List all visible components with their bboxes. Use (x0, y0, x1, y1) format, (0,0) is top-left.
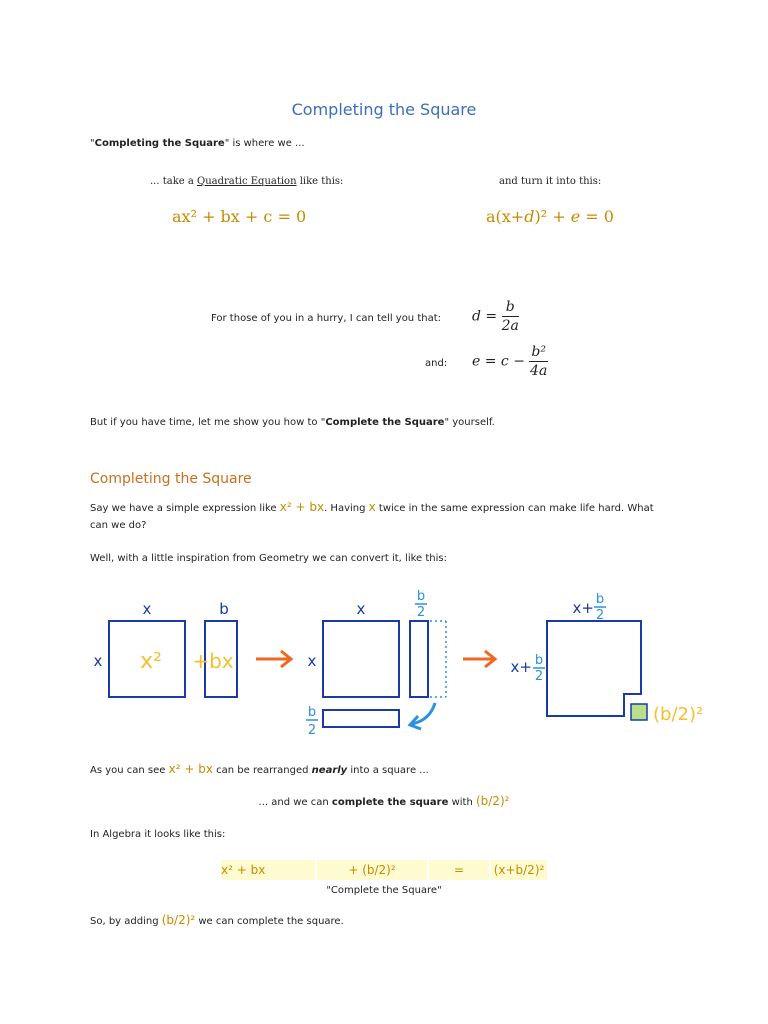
e-formula (472, 343, 548, 380)
say-line-2: can we do? (90, 520, 147, 531)
algebra-caption: "Complete the Square" (326, 885, 442, 896)
so-line (90, 913, 344, 927)
x-top-label: x (142, 600, 152, 618)
algebra-row (221, 860, 547, 880)
quadratic-equation-link[interactable]: Quadratic Equation (197, 176, 297, 187)
d-lhs: d = (472, 308, 498, 325)
x-left-label: x (93, 652, 103, 670)
time-bold: Complete the Square (325, 417, 445, 428)
x-squared-label: x² (140, 649, 162, 674)
half-b-rect-bottom (323, 710, 399, 727)
time-line (90, 417, 495, 428)
section-heading: Completing the Square (90, 471, 252, 487)
d-num: b (502, 298, 519, 317)
b-over-2-den-b: 2 (307, 723, 317, 738)
so-expr: (b/2)² (161, 913, 196, 927)
so-pre: So, by adding (90, 916, 162, 927)
d-den: 2a (501, 318, 519, 334)
see-mid: can be rearranged (212, 765, 312, 776)
b-over-2-den-d: 2 (534, 669, 544, 684)
algebra-cell-expr: x² + bx (221, 860, 315, 880)
e-fraction (529, 343, 548, 380)
time-pre: But if you have time, let me show you how to " (90, 417, 326, 428)
intro-bold: Completing the Square (94, 138, 225, 149)
say-expr: x² + bx (279, 500, 325, 514)
b-over-2-den-c: 2 (595, 608, 605, 623)
say-x: x (368, 500, 376, 514)
take-post: like this: (296, 176, 344, 187)
complete-pre: ... and we can (258, 797, 332, 808)
page-title: Completing the Square (291, 100, 477, 119)
say-line-1 (90, 500, 654, 514)
d-formula (472, 298, 519, 335)
intro-post: " is where we ... (224, 138, 305, 149)
b-over-2-den: 2 (416, 605, 426, 620)
x-square-2 (323, 621, 399, 697)
x-plus-top-label: x+ (572, 599, 594, 617)
so-post: we can complete the square. (195, 916, 344, 927)
corner-square-label: (b/2)² (653, 704, 704, 725)
d-fraction (502, 298, 519, 335)
and-label: and: (425, 358, 448, 369)
say-mid: . Having (324, 503, 369, 514)
algebra-cell-add: + (b/2)² (317, 860, 427, 880)
take-pre: ... take a (150, 176, 197, 187)
say-pre: Say we have a simple expression like (90, 503, 280, 514)
vertex-d: d (524, 207, 535, 226)
standard-equation: ax² + bx + c = 0 (172, 207, 307, 226)
vertex-a: a(x+ (486, 207, 525, 226)
see-post: into a square ... (347, 765, 429, 776)
e-lhs: e = c − (472, 353, 525, 370)
geometry-diagram (80, 588, 720, 748)
vertex-e: e (570, 207, 581, 226)
intro-quote: " (90, 138, 95, 149)
intro-line (90, 138, 305, 149)
plus-bx-label: +bx (192, 649, 234, 673)
x-top-label-2: x (356, 600, 366, 618)
half-b-rect-right (410, 621, 428, 697)
algebra-cell-equals: = (429, 860, 489, 880)
b-over-2-num-d: b (534, 653, 544, 668)
complete-line (0, 794, 768, 808)
x-left-label-2: x (307, 652, 317, 670)
hurry-text: For those of you in a hurry, I can tell you that: (211, 313, 441, 324)
see-expr: x² + bx (168, 762, 213, 776)
complete-mid: with (448, 797, 476, 808)
algebra-cell-result: (x+b/2)² (491, 860, 547, 880)
see-nearly: nearly (311, 765, 348, 776)
see-line (90, 762, 429, 776)
b-over-2-num-b: b (307, 705, 317, 720)
b-top-label: b (219, 600, 229, 618)
e-num: b² (531, 344, 546, 360)
vertex-mid: )² + (534, 207, 571, 226)
say-post: twice in the same expression can make life hard. What (375, 503, 654, 514)
b-over-2-num-c: b (595, 592, 605, 607)
e-den: 4a (530, 363, 548, 379)
algebra-intro: In Algebra it looks like this: (90, 829, 226, 840)
b-over-2-num: b (416, 589, 426, 604)
vertex-end: = 0 (580, 207, 614, 226)
take-line (150, 176, 343, 187)
turn-line: and turn it into this: (499, 176, 602, 187)
well-line: Well, with a little inspiration from Geometry we can convert it, like this: (90, 553, 447, 564)
missing-corner-square (631, 704, 647, 720)
complete-bold: complete the square (331, 797, 449, 808)
vertex-equation (486, 207, 614, 226)
almost-square (547, 621, 641, 716)
time-post: " yourself. (444, 417, 495, 428)
complete-expr: (b/2)² (475, 794, 510, 808)
see-pre: As you can see (90, 765, 169, 776)
x-plus-left-label: x+ (510, 658, 532, 676)
